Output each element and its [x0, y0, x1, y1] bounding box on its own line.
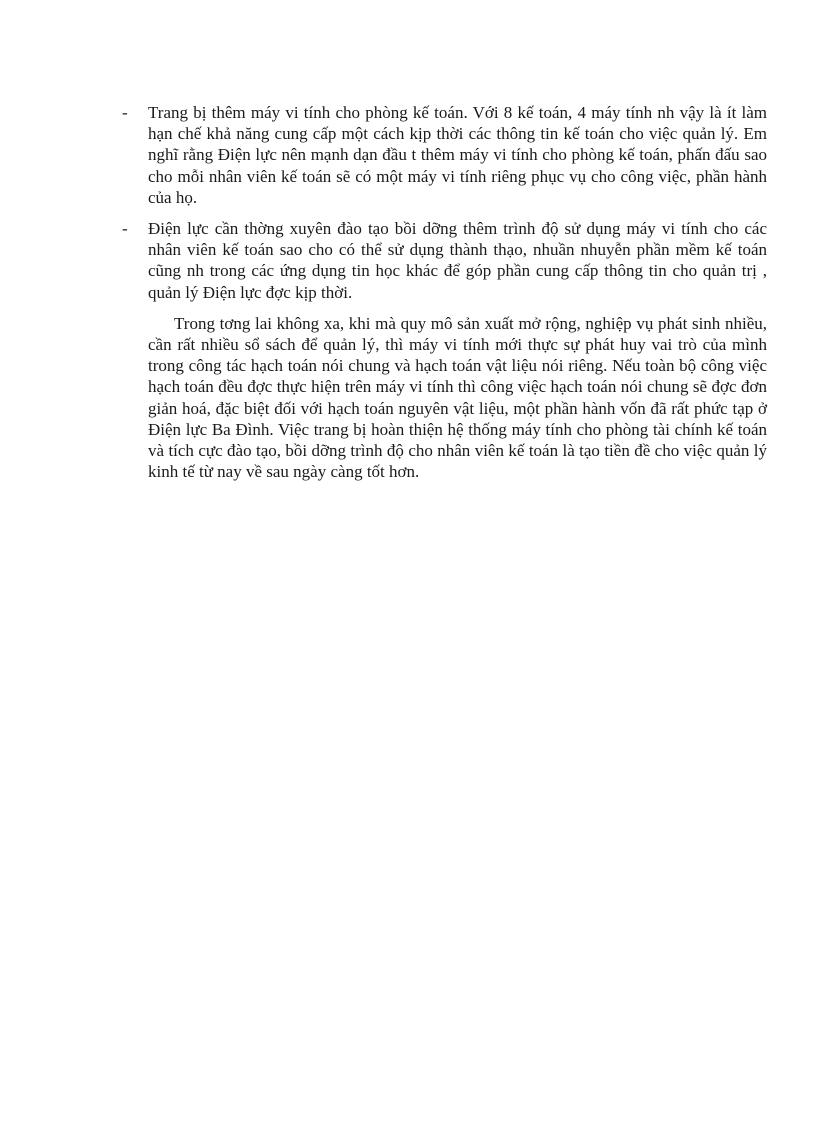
body-paragraph: Trong tơng lai không xa, khi mà quy mô sản xuất mở rộng, nghiệp vụ phát sinh nhiều, cần rất nhiều sổ sách để quản lý, thì máy vi tính mới thực sự phát huy vai trò của mình trong công tác hạch toán nói chung và hạch toán vật liệu nói riêng. Nếu toàn bộ công việc hạch toán đều đợc thực hiện trên máy vi tính thì công việc hạch toán nói chung sẽ đợc đơn giản hoá, đặc biệt đối với hạch toán nguyên vật liệu, một phần hành vốn đã rất phức tạp ở Điện lực Ba Đình. Việc trang bị hoàn thiện hệ thống máy tính cho phòng tài chính kế toán và tích cực đào tạo, bồi dỡng trình độ cho nhân viên kế toán là tạo tiền đề cho việc quản lý kinh tế từ nay về sau ngày càng tốt hơn.: [148, 313, 767, 482]
bullet-item-training: [122, 218, 767, 303]
bullet-text: Trang bị thêm máy vi tính cho phòng kế toán. Với 8 kế toán, 4 máy tính nh vậy là ít làm hạn chế khả năng cung cấp một cách kịp thời các thông tin kế toán cho việc quản lý. Em nghĩ rằng Điện lực nên mạnh dạn đầu t thêm máy vi tính cho phòng kế toán, phấn đấu sao cho mỗi nhân viên kế toán sẽ có một máy vi tính riêng phục vụ cho công việc, phần hành của họ.: [148, 103, 767, 207]
bullet-text: Điện lực cần thờng xuyên đào tạo bồi dỡng thêm trình độ sử dụng máy vi tính cho các nhân viên kế toán sao cho có thể sử dụng thành thạo, nhuần nhuyễn phần mềm kế toán cũng nh trong các ứng dụng tin học khác để góp phần cung cấp thông tin cho quản trị , quản lý Điện lực đợc kịp thời.: [148, 219, 767, 302]
bullet-dash: -: [122, 103, 128, 122]
document-body: [122, 102, 767, 482]
bullet-dash: -: [122, 219, 128, 239]
bullet-item-equipment: [122, 102, 767, 208]
